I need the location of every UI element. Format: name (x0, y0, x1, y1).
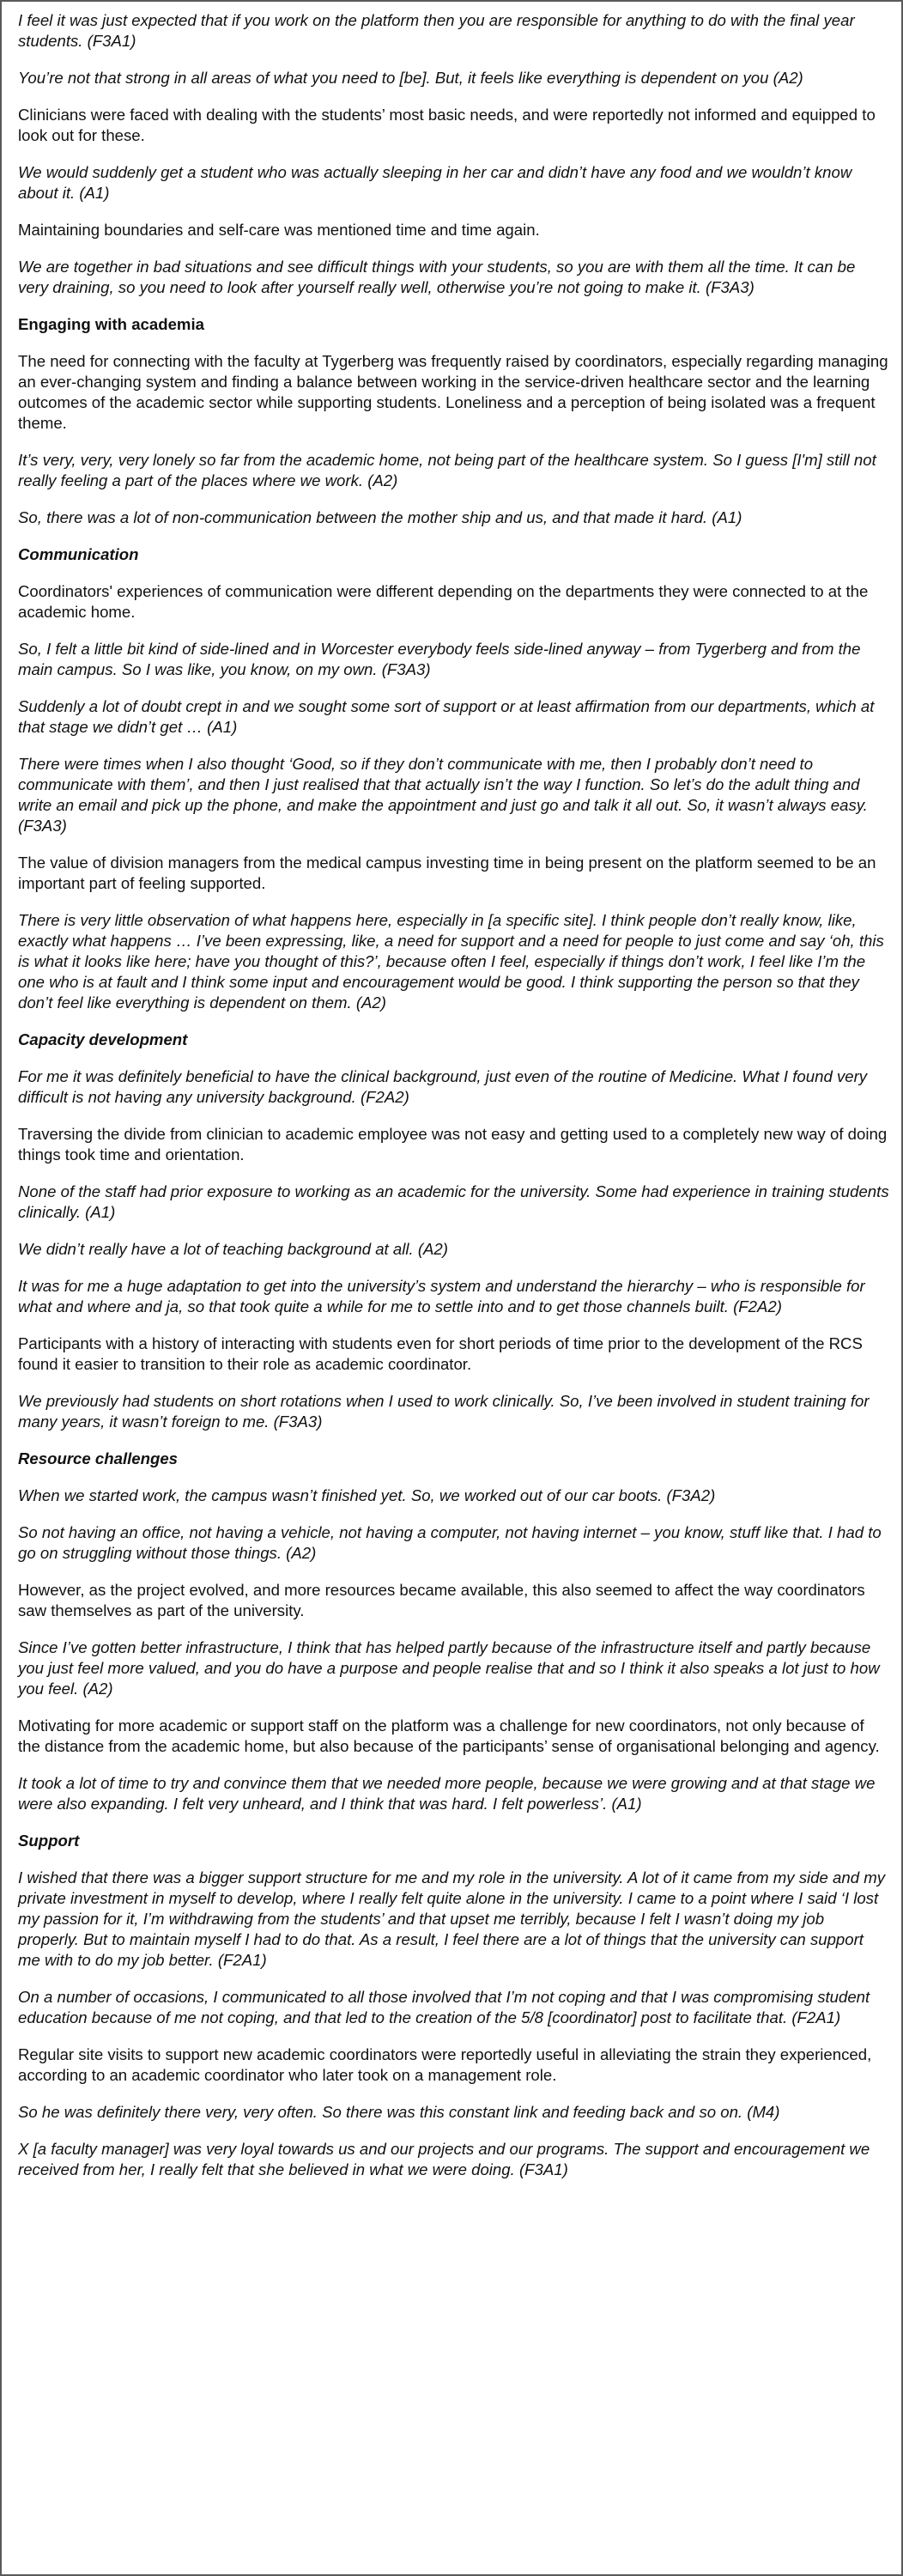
participant-quote: We would suddenly get a student who was actually sleeping in her car and didn’t have any food and we wouldn’t know about it. (A1) (18, 163, 852, 202)
body-paragraph: Maintaining boundaries and self-care was mentioned time and time again. (18, 221, 540, 239)
participant-quote: Since I’ve gotten better infrastructure, I think that has helped partly because of the infrastructure itself and partly because you just feel more valued, and you do have a purpose and people realise that and so I think it also speaks a lot just to how you feel. (A2) (18, 1638, 880, 1698)
body-paragraph: Traversing the divide from clinician to academic employee was not easy and getting used to a completely new way of doing things took time and orientation. (18, 1125, 888, 1163)
participant-quote: I wished that there was a bigger support structure for me and my role in the university. A lot of it came from my side and my private investment in myself to develop, where I really felt quite alone in the university. I came to a point where I said ‘I lost my passion for it, I’m withdrawing from the students’ and that upset me terribly, because I felt I wasn’t doing my job properly. But to maintain myself I had to do that. As a result, I feel there are a lot of things that the university can support me with to do my job better. (F2A1) (18, 1868, 885, 1969)
section-heading: Communication (18, 545, 139, 563)
participant-quote: There were times when I also thought ‘Good, so if they don’t communicate with me, then I probably don’t need to communicate with them’, and then I just realised that that actually isn’t the way I function. So let’s do the adult thing and write an email and pick up the phone, and make the appointment and just go and talk it all out. So, it wasn’t always easy. (F3A3) (18, 755, 868, 835)
section-heading: Support (18, 1832, 80, 1850)
participant-quote: None of the staff had prior exposure to working as an academic for the university. Some had experience in training students clinically. (A1) (18, 1182, 889, 1221)
participant-quote: We are together in bad situations and see difficult things with your students, so you are with them all the time. It can be very draining, so you need to look after yourself really well, otherwise you’re not going to make it. (F3A3) (18, 258, 856, 296)
participant-quote: You’re not that strong in all areas of what you need to [be]. But, it feels like everything is dependent on you (A2) (18, 69, 803, 87)
participant-quote: So, I felt a little bit kind of side-lined and in Worcester everybody feels side-lined anyway – from Tygerberg and from the main campus. So I was like, you know, on my own. (F3A3) (18, 640, 861, 678)
participant-quote: We previously had students on short rotations when I used to work clinically. So, I’ve been involved in student training for many years, it wasn’t foreign to me. (F3A3) (18, 1392, 870, 1431)
participant-quote: It was for me a huge adaptation to get into the university’s system and understand the hierarchy – who is responsible for what and where and ja, so that took quite a while for me to settle into and to get those channels built. (F2A2) (18, 1277, 865, 1315)
body-paragraph: Motivating for more academic or support staff on the platform was a challenge for new coordinators, not only because of the distance from the academic home, but also because of the participants’ sense of organisational belonging and agency. (18, 1716, 880, 1755)
body-paragraph: The value of division managers from the medical campus investing time in being present on the platform seemed to be an important part of feeling supported. (18, 854, 876, 892)
participant-quote: For me it was definitely beneficial to have the clinical background, just even of the routine of Medicine. What I found very difficult is not having any university background. (F2A2) (18, 1067, 868, 1106)
section-heading: Engaging with academia (18, 315, 204, 333)
participant-quote: We didn’t really have a lot of teaching background at all. (A2) (18, 1240, 448, 1258)
body-paragraph: Participants with a history of interacting with students even for short periods of time prior to the development of the RCS found it easier to transition to their role as academic coordinator. (18, 1334, 863, 1373)
body-paragraph: Coordinators' experiences of communication were different depending on the departments they were connected to at the academic home. (18, 582, 869, 621)
participant-quote: On a number of occasions, I communicated to all those involved that I’m not coping and that I was compromising student education because of me not coping, and that led to the creation of the 5/8 [coordinator] post to facilitate that. (F2A1) (18, 1988, 870, 2026)
participant-quote: When we started work, the campus wasn’t finished yet. So, we worked out of our car boots. (F3A2) (18, 1486, 716, 1504)
participant-quote: So, there was a lot of non-communication between the mother ship and us, and that made it hard. (A1) (18, 508, 742, 526)
body-paragraph: Clinicians were faced with dealing with the students’ most basic needs, and were reportedly not informed and equipped to look out for these. (18, 106, 876, 144)
participant-quote: So not having an office, not having a vehicle, not having a computer, not having internet – you know, stuff like that. I had to go on struggling without those things. (A2) (18, 1523, 882, 1562)
body-paragraph: The need for connecting with the faculty at Tygerberg was frequently raised by coordinators, especially regarding managing an ever-changing system and finding a balance between working in the service-driven healthcare sector and the learning outcomes of the academic sector while supporting students. Loneliness and a perception of being isolated was a frequent theme. (18, 352, 888, 432)
body-paragraph: Regular site visits to support new academic coordinators were reportedly useful in alleviating the strain they experienced, according to an academic coordinator who later took on a management role. (18, 2045, 872, 2084)
section-heading: Resource challenges (18, 1449, 179, 1467)
participant-quote: I feel it was just expected that if you work on the platform then you are responsible for anything to do with the final year students. (F3A1) (18, 11, 855, 50)
participant-quote: X [a faculty manager] was very loyal towards us and our projects and our programs. The support and encouragement we received from her, I really felt that she believed in what we were doing. (F3A1) (18, 2140, 870, 2178)
body-paragraph: However, as the project evolved, and more resources became available, this also seemed to affect the way coordinators saw themselves as part of the university. (18, 1581, 865, 1619)
participant-quote: Suddenly a lot of doubt crept in and we sought some sort of support or at least affirmation from our departments, which at that stage we didn’t get … (A1) (18, 697, 875, 736)
document-body (18, 10, 889, 2180)
participant-quote: There is very little observation of what happens here, especially in [a specific site]. I think people don’t really know, like, exactly what happens … I’ve been expressing, like, a need for support and a need for people to just come and say ‘oh, this is what it looks like here; have you thought of this?’, because often I feel, especially if things don’t work, I feel like I’m the one who is at fault and I think some input and encouragement would be good. I think supporting the person so that they don’t feel like everything is dependent on them. (A2) (18, 911, 884, 1012)
participant-quote: It’s very, very, very lonely so far from the academic home, not being part of the healthcare system. So I guess [I'm] still not really feeling a part of the places where we work. (A2) (18, 451, 876, 489)
participant-quote: So he was definitely there very, very often. So there was this constant link and feeding back and so on. (M4) (18, 2103, 780, 2121)
section-heading: Capacity development (18, 1030, 188, 1048)
participant-quote: It took a lot of time to try and convince them that we needed more people, because we were growing and at that stage we were also expanding. I felt very unheard, and I think that was hard. I felt powerless’. (A1) (18, 1774, 876, 1813)
